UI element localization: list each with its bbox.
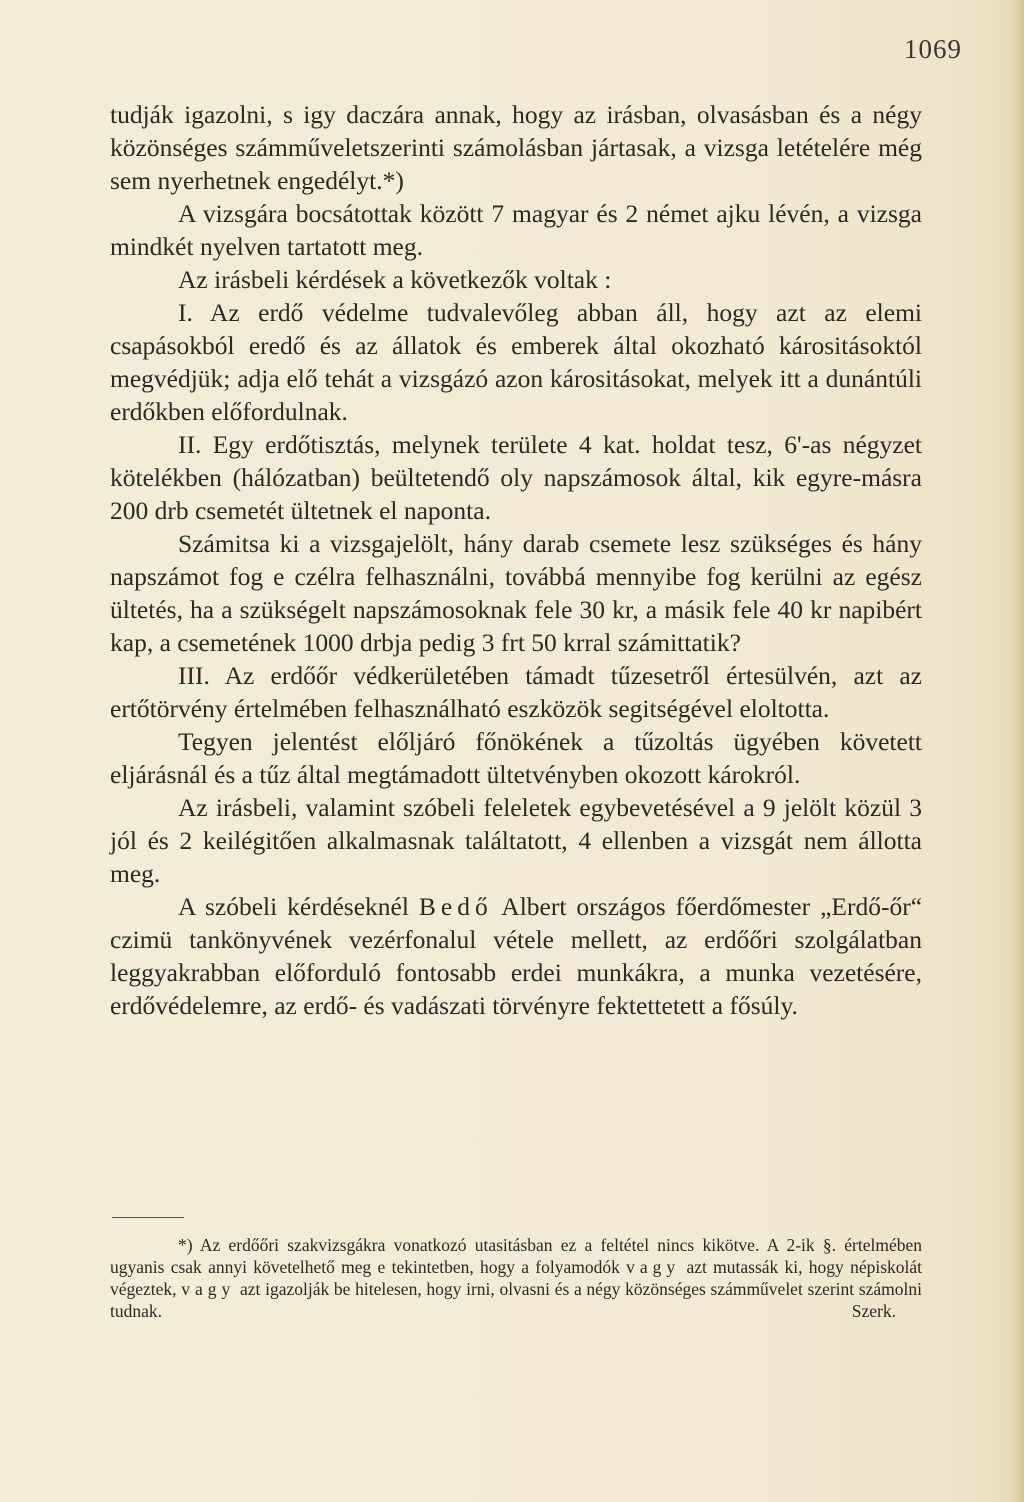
paragraph-continuation: tudják igazolni, s igy daczára annak, hogy az irásban, olvasásban és a négy közönséges számműveletszerinti számolásban jártasak, a vizsga letételére még sem nyerhetnek engedélyt.*) xyxy=(110,100,922,195)
body-text xyxy=(110,98,922,1022)
footnote-text xyxy=(110,1234,922,1322)
footnote xyxy=(110,1234,922,1322)
paragraph-oral-questions xyxy=(110,890,922,1022)
footnote-after: azt igazolják be hitelesen, hogy irni, olvasni és a négy közönséges számművelet szerint számolni tudnak. xyxy=(110,1279,923,1321)
author-name: Bedő xyxy=(418,892,493,921)
footnote-divider xyxy=(112,1217,184,1218)
paragraph-written-questions-intro: Az irásbeli kérdések a következők voltak : xyxy=(178,265,612,294)
page-edge-shadow xyxy=(1010,0,1024,1502)
footnote-marker: *) xyxy=(178,1235,193,1255)
paragraph-question-3: III. Az erdőőr védkerületében támadt tűzesetről értesülvén, azt az ertőtörvény értelmében felhasználható eszközök segitségével eloltotta. xyxy=(110,661,922,723)
paragraph-question-2-task: Számitsa ki a vizsgajelölt, hány darab csemete lesz szükséges és hány napszámot fog e czélra felhasználni, továbbá mennyibe fog kerülni az egész ültetés, ha a szükségelt napszámosoknak fele 30 kr, a másik fele 40 kr napibért kap, a csemetének 1000 drbja pedig 3 frt 50 krral számittatik? xyxy=(110,529,922,657)
footnote-signature: Szerk. xyxy=(851,1301,896,1321)
page-number: 1069 xyxy=(904,34,962,64)
paragraph-results: Az irásbeli, valamint szóbeli feleletek egybevetésével a 9 jelölt közül 3 jól és 2 keilégitően alkalmasnak találtatott, 4 ellenben a vizsgát nem állotta meg. xyxy=(110,793,922,888)
paragraph-candidates: A vizsgára bocsátottak között 7 magyar és 2 német ajku lévén, a vizsga mindkét nyelven tartatott meg. xyxy=(110,199,922,261)
footnote-middle: azt mutassák ki, hogy népiskolát végeztek, xyxy=(110,1257,923,1299)
footnote-emphasis-2: vagy xyxy=(181,1279,236,1299)
footnote-emphasis-1: vagy xyxy=(626,1257,681,1277)
oral-text-before: A szóbeli kérdéseknél xyxy=(178,892,409,921)
paragraph-question-1: I. Az erdő védelme tudvalevőleg abban áll, hogy azt az elemi csapásokból eredő és az állatok és emberek által okozható kárositásoktól megvédjük; adja elő tehát a vizsgázó azon kárositásokat, melyek itt a dunántúli erdőkben előfordulnak. xyxy=(110,298,922,426)
oral-text-after: Albert országos főerdőmester „Erdő-őr“ czimü tankönyvének vezérfonalul vétele mellett, az erdőőri szolgálatban leggyakrabban előforduló fontosabb erdei munkákra, a munka vezetésére, erdővédelemre, az erdő- és vadászati törvényre fektettetett a fősúly. xyxy=(110,892,923,1020)
footnote-before: Az erdőőri szakvizsgákra vonatkozó utasitásban ez a feltétel nincs kikötve. A 2-ik §. értelmében ugyanis csak annyi követelhető meg e tekintetben, hogy a folyamodók xyxy=(110,1235,922,1277)
paragraph-question-3-task: Tegyen jelentést előljáró főnökének a tűzoltás ügyében követett eljárásnál és a tűz által megtámadott ültetvényben okozott károkról. xyxy=(110,727,922,789)
paragraph-question-2: II. Egy erdőtisztás, melynek területe 4 kat. holdat tesz, 6'-as négyzet kötelékben (hálózatban) beültetendő oly napszámosok által, kik egyre-másra 200 drb csemetét ültetnek el naponta. xyxy=(110,430,922,525)
